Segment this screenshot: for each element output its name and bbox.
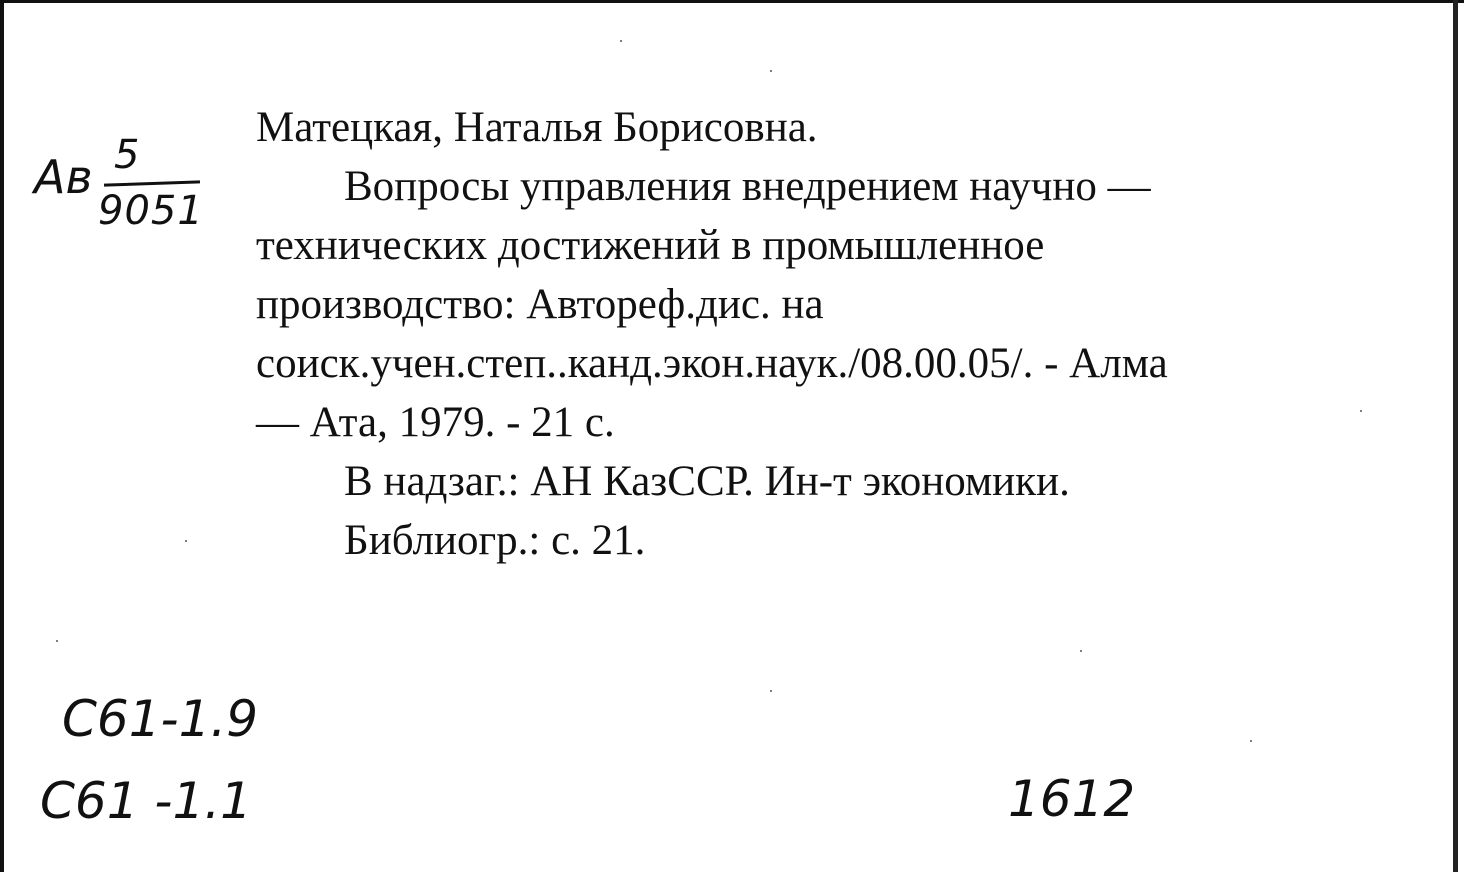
- title-line-3: производство: Автореф.дис. на: [256, 281, 824, 328]
- scan-speck: [620, 40, 622, 42]
- scan-speck: [770, 70, 772, 72]
- title-line-1: Вопросы управления внедрением научно —: [344, 163, 1151, 210]
- note-line-1: В надзаг.: АН КазССР. Ин-т экономики.: [344, 458, 1070, 505]
- title-line-4: соиск.учен.степ..канд.экон.наук./08.00.05/. - Алма: [256, 340, 1168, 387]
- classification-code-2: С61 -1.1: [40, 772, 252, 830]
- scan-speck: [1360, 410, 1362, 412]
- shelfmark-fraction: [98, 132, 208, 252]
- bibliographic-record: [256, 98, 1376, 570]
- note-line-2: Библиогр.: с. 21.: [344, 517, 646, 564]
- scan-speck: [56, 640, 58, 642]
- card-right-edge: [1453, 0, 1458, 872]
- shelfmark-denominator: 9051: [98, 188, 204, 234]
- shelfmark-numerator: 5: [114, 132, 140, 178]
- card-top-edge: [0, 0, 1464, 3]
- scan-speck: [770, 690, 772, 692]
- title-line-2: технических достижений в промышленное: [256, 222, 1045, 269]
- fraction-bar: [104, 180, 200, 186]
- author-heading: Матецкая, Наталья Борисовна.: [256, 104, 818, 151]
- scan-speck: [1080, 650, 1082, 652]
- classification-code-1: С61-1.9: [62, 690, 259, 748]
- card-left-edge: [0, 0, 4, 872]
- scan-speck: [185, 540, 187, 542]
- title-line-5: — Ата, 1979. - 21 с.: [256, 399, 615, 446]
- inventory-number: 1612: [1008, 770, 1136, 828]
- scan-speck: [1250, 740, 1252, 742]
- shelfmark-prefix: Ав: [34, 150, 93, 204]
